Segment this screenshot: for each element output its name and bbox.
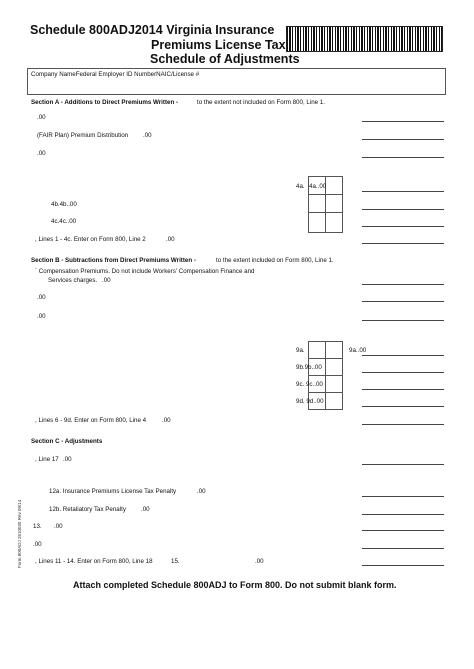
line-5-label: , Lines 1 - 4c. Enter on Form 800, Line 2 <box>35 236 146 243</box>
footer-instruction: Attach completed Schedule 800ADJ to Form 800. Do not submit blank form. <box>73 580 397 590</box>
line-6-label-cont: Services charges. <box>48 277 98 284</box>
line-7-entry[interactable] <box>362 301 444 302</box>
line-12b-entry[interactable] <box>362 514 444 515</box>
line-9b-label: 9b.9b..00 <box>296 364 322 371</box>
line-13-label: 13. <box>33 523 42 530</box>
line-14-amount: .00 <box>33 541 42 548</box>
line-1-amount: .00 <box>37 114 46 121</box>
line-9a-entry[interactable] <box>362 355 444 356</box>
line-11-amount: .00 <box>63 456 72 463</box>
line-13-amount: .00 <box>54 523 63 530</box>
line-1-entry[interactable] <box>362 121 444 122</box>
line-4a-entry[interactable] <box>362 191 444 192</box>
line-4b-entry[interactable] <box>362 209 444 210</box>
line-9d-label: 9d. 9d..00 <box>296 398 324 405</box>
line-13-entry[interactable] <box>362 530 444 531</box>
form-id-sidebar: Form 800ADJ 2610035 Rev 09/14 <box>17 499 22 568</box>
section-c-heading: Section C - Adjustments <box>31 438 103 445</box>
form-title-line1: Schedule 800ADJ2014 Virginia Insurance <box>30 23 275 37</box>
line-14-entry[interactable] <box>362 548 444 549</box>
line-9c-entry[interactable] <box>362 389 444 390</box>
line-6-entry[interactable] <box>362 284 444 285</box>
line-4c-entry[interactable] <box>362 226 444 227</box>
line-12b-amount: .00 <box>141 506 150 513</box>
line-10-amount: .00 <box>162 417 171 424</box>
line-12a-entry[interactable] <box>362 496 444 497</box>
section-b-heading: Section B - Subtractions from Direct Premiums Written - <box>31 257 196 264</box>
line-3-amount: .00 <box>37 150 46 157</box>
section-a-heading-note: to the extent not included on Form 800, Line 1. <box>197 99 325 106</box>
line-4c-label: 4c.4c..00 <box>51 218 77 225</box>
form-title-line2: Premiums License Tax <box>151 38 286 52</box>
line-9c-label: 9c. 9c..00 <box>296 381 323 388</box>
line-12a-amount: .00 <box>197 488 206 495</box>
line-4a-amount: 4a..00 <box>309 183 327 190</box>
line-5-amount: .00 <box>166 236 175 243</box>
line-15-label: , Lines 11 - 14. Enter on Form 800, Line 18 <box>35 558 153 565</box>
line-2-amount: .00 <box>143 132 152 139</box>
line-8-amount: .00 <box>37 313 46 320</box>
line-7-amount: .00 <box>37 294 46 301</box>
line-9a-label: 9a. <box>296 347 305 354</box>
line-8-entry[interactable] <box>362 320 444 321</box>
section-b-heading-note: to the extent included on Form 800, Line 1. <box>216 257 334 264</box>
line-11-entry[interactable] <box>362 464 444 465</box>
line-2-label: (FAIR Plan) Premium Distribution <box>37 132 129 139</box>
company-id-label: Company NameFederal Employer ID NumberNAIC/License # <box>31 71 200 78</box>
line-4a-label: 4a. <box>296 183 305 190</box>
line-12b-label: 12b. Retaliatory Tax Penalty <box>49 506 126 513</box>
line-9a-amount: 9a..00 <box>349 347 367 354</box>
line-15-entry[interactable] <box>362 565 444 566</box>
line-3-entry[interactable] <box>362 157 444 158</box>
line-11-label: , Line 17 <box>35 456 59 463</box>
line-4b-label: 4b.4b..00 <box>51 201 77 208</box>
line-10-label: , Lines 6 - 9d. Enter on Form 800, Line 4 <box>35 417 147 424</box>
barcode-image <box>286 26 443 52</box>
line-15-amount: .00 <box>255 558 264 565</box>
line-6-label: ` Compensation Premiums. Do not include Workers' Compensation Finance and <box>35 268 255 275</box>
line-15-number: 15. <box>171 558 180 565</box>
line-2-entry[interactable] <box>362 139 444 140</box>
line-10-entry[interactable] <box>362 424 444 425</box>
line-9b-entry[interactable] <box>362 372 444 373</box>
line-5-entry[interactable] <box>362 243 444 244</box>
line-12a-label: 12a. Insurance Premiums License Tax Penalty <box>49 488 177 495</box>
form-title-line3: Schedule of Adjustments <box>150 52 300 66</box>
line-9d-entry[interactable] <box>362 406 444 407</box>
section-a-heading: Section A - Additions to Direct Premiums Written - <box>31 99 179 106</box>
line-6-amount: .00 <box>102 277 111 284</box>
